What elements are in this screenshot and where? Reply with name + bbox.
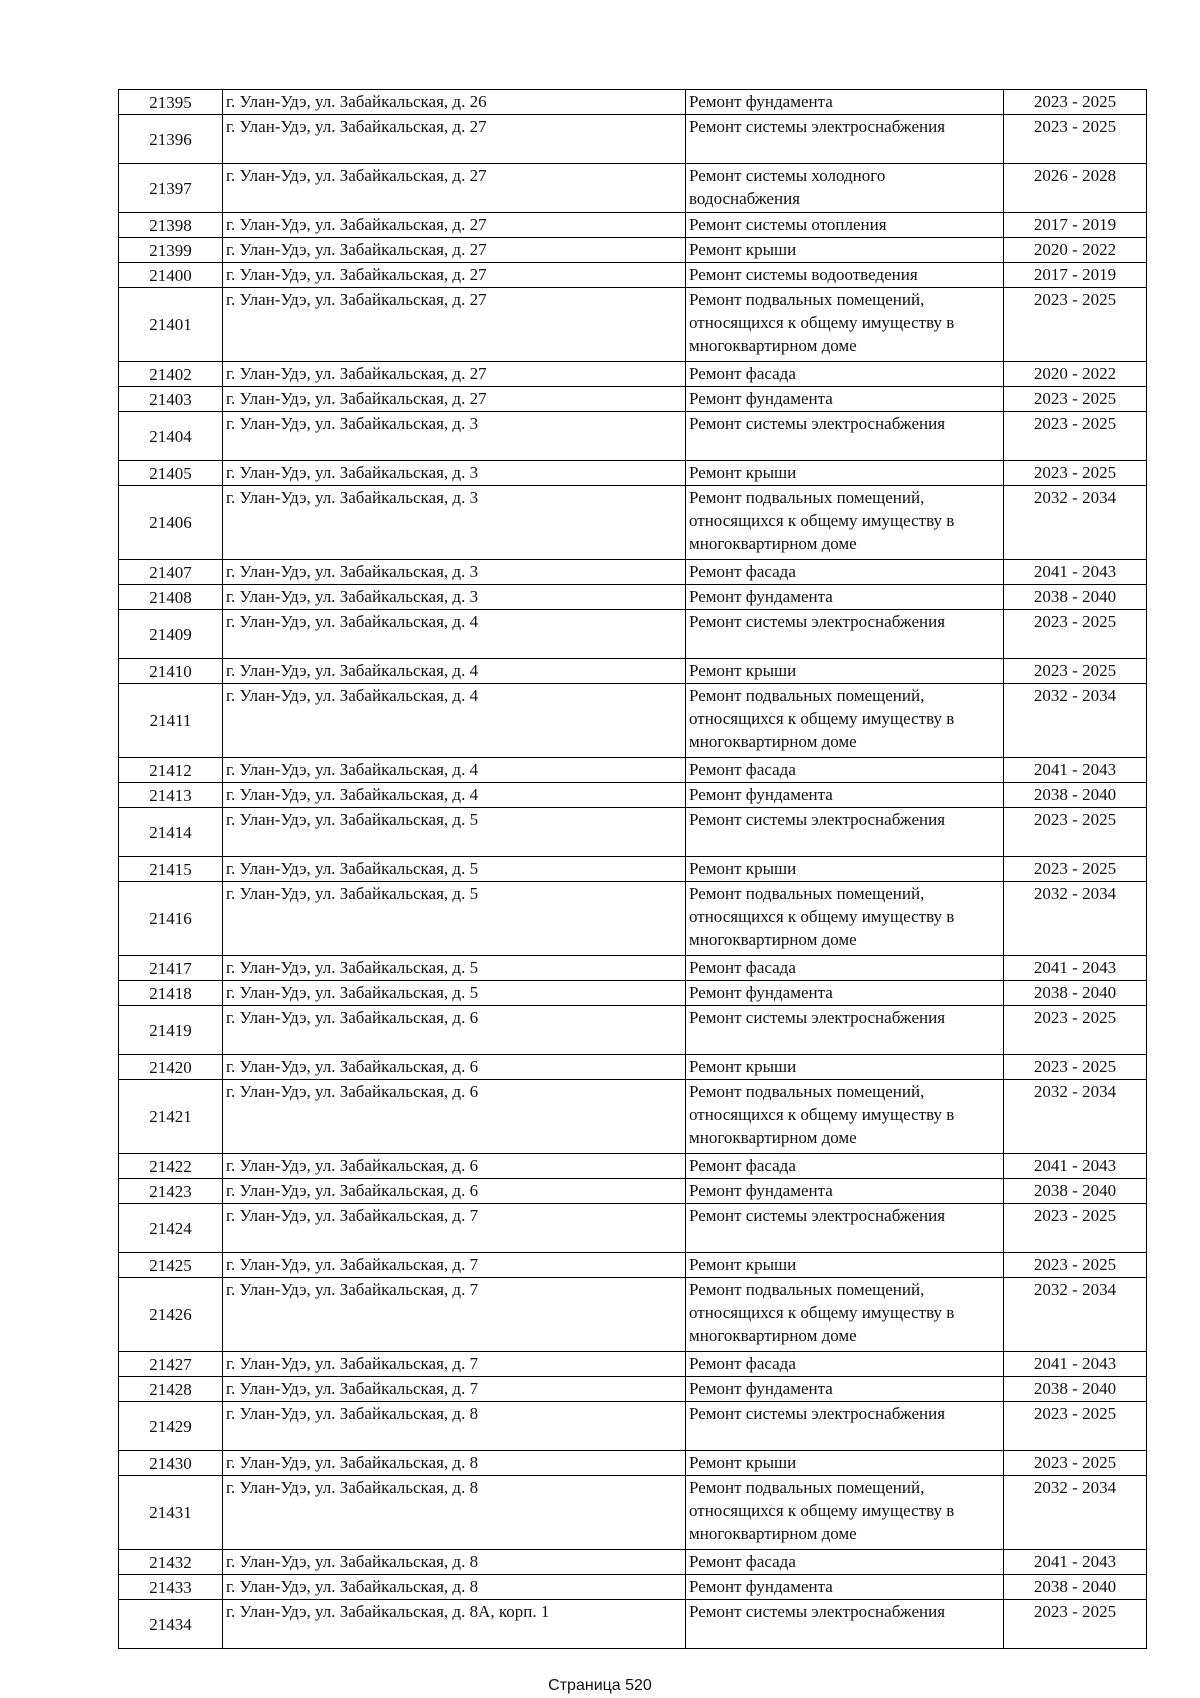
row-number: 21404 [119, 412, 223, 461]
row-number: 21406 [119, 486, 223, 560]
address-cell: г. Улан-Удэ, ул. Забайкальская, д. 27 [223, 164, 686, 213]
period-cell: 2038 - 2040 [1004, 1377, 1147, 1402]
period-cell: 2023 - 2025 [1004, 1006, 1147, 1055]
table-row [119, 1451, 1147, 1476]
table-row [119, 1476, 1147, 1550]
table-row [119, 1352, 1147, 1377]
table-row [119, 783, 1147, 808]
work-type-cell: Ремонт фасада [686, 1154, 1004, 1179]
row-number: 21420 [119, 1055, 223, 1080]
address-cell: г. Улан-Удэ, ул. Забайкальская, д. 5 [223, 956, 686, 981]
work-type-cell: Ремонт подвальных помещений, относящихся к общему имуществу в многоквартирном доме [686, 288, 1004, 362]
table-row [119, 1080, 1147, 1154]
address-cell: г. Улан-Удэ, ул. Забайкальская, д. 8 [223, 1476, 686, 1550]
row-number: 21405 [119, 461, 223, 486]
address-cell: г. Улан-Удэ, ул. Забайкальская, д. 8 [223, 1451, 686, 1476]
work-type-cell: Ремонт системы электроснабжения [686, 412, 1004, 461]
work-type-cell: Ремонт фундамента [686, 585, 1004, 610]
row-number: 21403 [119, 387, 223, 412]
table-row [119, 1377, 1147, 1402]
table-row [119, 213, 1147, 238]
address-cell: г. Улан-Удэ, ул. Забайкальская, д. 8А, корп. 1 [223, 1600, 686, 1649]
row-number: 21429 [119, 1402, 223, 1451]
work-type-cell: Ремонт фундамента [686, 1377, 1004, 1402]
period-cell: 2023 - 2025 [1004, 1253, 1147, 1278]
work-type-cell: Ремонт подвальных помещений, относящихся к общему имуществу в многоквартирном доме [686, 1080, 1004, 1154]
work-type-cell: Ремонт системы электроснабжения [686, 1600, 1004, 1649]
address-cell: г. Улан-Удэ, ул. Забайкальская, д. 6 [223, 1154, 686, 1179]
work-type-cell: Ремонт фундамента [686, 90, 1004, 115]
work-type-cell: Ремонт подвальных помещений, относящихся к общему имуществу в многоквартирном доме [686, 882, 1004, 956]
address-cell: г. Улан-Удэ, ул. Забайкальская, д. 3 [223, 461, 686, 486]
work-type-cell: Ремонт фасада [686, 956, 1004, 981]
table-row [119, 956, 1147, 981]
period-cell: 2041 - 2043 [1004, 1550, 1147, 1575]
work-type-cell: Ремонт подвальных помещений, относящихся к общему имуществу в многоквартирном доме [686, 684, 1004, 758]
work-type-cell: Ремонт подвальных помещений, относящихся к общему имуществу в многоквартирном доме [686, 486, 1004, 560]
period-cell: 2032 - 2034 [1004, 1278, 1147, 1352]
row-number: 21427 [119, 1352, 223, 1377]
address-cell: г. Улан-Удэ, ул. Забайкальская, д. 27 [223, 288, 686, 362]
address-cell: г. Улан-Удэ, ул. Забайкальская, д. 4 [223, 758, 686, 783]
address-cell: г. Улан-Удэ, ул. Забайкальская, д. 4 [223, 610, 686, 659]
period-cell: 2023 - 2025 [1004, 808, 1147, 857]
period-cell: 2023 - 2025 [1004, 1451, 1147, 1476]
address-cell: г. Улан-Удэ, ул. Забайкальская, д. 6 [223, 1179, 686, 1204]
row-number: 21396 [119, 115, 223, 164]
row-number: 21431 [119, 1476, 223, 1550]
period-cell: 2017 - 2019 [1004, 213, 1147, 238]
work-type-cell: Ремонт крыши [686, 659, 1004, 684]
table-row [119, 1550, 1147, 1575]
period-cell: 2023 - 2025 [1004, 1055, 1147, 1080]
row-number: 21398 [119, 213, 223, 238]
address-cell: г. Улан-Удэ, ул. Забайкальская, д. 8 [223, 1575, 686, 1600]
address-cell: г. Улан-Удэ, ул. Забайкальская, д. 7 [223, 1253, 686, 1278]
table-row [119, 1278, 1147, 1352]
table-row [119, 1204, 1147, 1253]
work-type-cell: Ремонт фасада [686, 758, 1004, 783]
address-cell: г. Улан-Удэ, ул. Забайкальская, д. 5 [223, 808, 686, 857]
row-number: 21433 [119, 1575, 223, 1600]
table-row [119, 981, 1147, 1006]
period-cell: 2041 - 2043 [1004, 560, 1147, 585]
row-number: 21402 [119, 362, 223, 387]
period-cell: 2041 - 2043 [1004, 758, 1147, 783]
row-number: 21397 [119, 164, 223, 213]
work-type-cell: Ремонт фасада [686, 1550, 1004, 1575]
period-cell: 2023 - 2025 [1004, 659, 1147, 684]
address-cell: г. Улан-Удэ, ул. Забайкальская, д. 27 [223, 362, 686, 387]
period-cell: 2041 - 2043 [1004, 1154, 1147, 1179]
address-cell: г. Улан-Удэ, ул. Забайкальская, д. 8 [223, 1402, 686, 1451]
table-row [119, 857, 1147, 882]
row-number: 21423 [119, 1179, 223, 1204]
period-cell: 2023 - 2025 [1004, 610, 1147, 659]
row-number: 21419 [119, 1006, 223, 1055]
period-cell: 2023 - 2025 [1004, 288, 1147, 362]
table-row [119, 659, 1147, 684]
repair-schedule-table [118, 89, 1147, 1649]
row-number: 21415 [119, 857, 223, 882]
work-type-cell: Ремонт подвальных помещений, относящихся к общему имуществу в многоквартирном доме [686, 1278, 1004, 1352]
table-body [119, 90, 1147, 1649]
period-cell: 2023 - 2025 [1004, 1402, 1147, 1451]
table-row [119, 585, 1147, 610]
work-type-cell: Ремонт системы электроснабжения [686, 808, 1004, 857]
row-number: 21416 [119, 882, 223, 956]
period-cell: 2038 - 2040 [1004, 1575, 1147, 1600]
table-row [119, 1600, 1147, 1649]
table-row [119, 758, 1147, 783]
address-cell: г. Улан-Удэ, ул. Забайкальская, д. 27 [223, 213, 686, 238]
period-cell: 2038 - 2040 [1004, 585, 1147, 610]
address-cell: г. Улан-Удэ, ул. Забайкальская, д. 7 [223, 1352, 686, 1377]
period-cell: 2023 - 2025 [1004, 90, 1147, 115]
work-type-cell: Ремонт подвальных помещений, относящихся к общему имуществу в многоквартирном доме [686, 1476, 1004, 1550]
page-number: Страница 520 [548, 1677, 652, 1694]
period-cell: 2023 - 2025 [1004, 412, 1147, 461]
address-cell: г. Улан-Удэ, ул. Забайкальская, д. 5 [223, 981, 686, 1006]
work-type-cell: Ремонт крыши [686, 238, 1004, 263]
work-type-cell: Ремонт системы электроснабжения [686, 1006, 1004, 1055]
address-cell: г. Улан-Удэ, ул. Забайкальская, д. 4 [223, 684, 686, 758]
table-row [119, 1055, 1147, 1080]
address-cell: г. Улан-Удэ, ул. Забайкальская, д. 3 [223, 486, 686, 560]
work-type-cell: Ремонт фундамента [686, 1575, 1004, 1600]
row-number: 21401 [119, 288, 223, 362]
address-cell: г. Улан-Удэ, ул. Забайкальская, д. 4 [223, 659, 686, 684]
table-row [119, 115, 1147, 164]
row-number: 21432 [119, 1550, 223, 1575]
row-number: 21417 [119, 956, 223, 981]
table-row [119, 387, 1147, 412]
table-row [119, 1179, 1147, 1204]
work-type-cell: Ремонт системы электроснабжения [686, 115, 1004, 164]
address-cell: г. Улан-Удэ, ул. Забайкальская, д. 27 [223, 115, 686, 164]
work-type-cell: Ремонт фундамента [686, 981, 1004, 1006]
address-cell: г. Улан-Удэ, ул. Забайкальская, д. 27 [223, 238, 686, 263]
row-number: 21430 [119, 1451, 223, 1476]
address-cell: г. Улан-Удэ, ул. Забайкальская, д. 3 [223, 585, 686, 610]
address-cell: г. Улан-Удэ, ул. Забайкальская, д. 7 [223, 1278, 686, 1352]
table-row [119, 412, 1147, 461]
row-number: 21421 [119, 1080, 223, 1154]
work-type-cell: Ремонт крыши [686, 857, 1004, 882]
address-cell: г. Улан-Удэ, ул. Забайкальская, д. 8 [223, 1550, 686, 1575]
table-row [119, 238, 1147, 263]
work-type-cell: Ремонт фундамента [686, 387, 1004, 412]
row-number: 21399 [119, 238, 223, 263]
row-number: 21409 [119, 610, 223, 659]
table-row [119, 288, 1147, 362]
table-row [119, 882, 1147, 956]
table-row [119, 486, 1147, 560]
period-cell: 2041 - 2043 [1004, 1352, 1147, 1377]
period-cell: 2032 - 2034 [1004, 486, 1147, 560]
work-type-cell: Ремонт системы водоотведения [686, 263, 1004, 288]
row-number: 21422 [119, 1154, 223, 1179]
address-cell: г. Улан-Удэ, ул. Забайкальская, д. 3 [223, 560, 686, 585]
address-cell: г. Улан-Удэ, ул. Забайкальская, д. 7 [223, 1204, 686, 1253]
row-number: 21412 [119, 758, 223, 783]
row-number: 21395 [119, 90, 223, 115]
work-type-cell: Ремонт фундамента [686, 1179, 1004, 1204]
row-number: 21426 [119, 1278, 223, 1352]
work-type-cell: Ремонт крыши [686, 1253, 1004, 1278]
table-row [119, 1575, 1147, 1600]
period-cell: 2032 - 2034 [1004, 1080, 1147, 1154]
period-cell: 2038 - 2040 [1004, 981, 1147, 1006]
period-cell: 2023 - 2025 [1004, 461, 1147, 486]
work-type-cell: Ремонт крыши [686, 1055, 1004, 1080]
work-type-cell: Ремонт фасада [686, 560, 1004, 585]
row-number: 21418 [119, 981, 223, 1006]
row-number: 21407 [119, 560, 223, 585]
row-number: 21428 [119, 1377, 223, 1402]
table-row [119, 263, 1147, 288]
table-row [119, 1402, 1147, 1451]
period-cell: 2032 - 2034 [1004, 882, 1147, 956]
table-row [119, 610, 1147, 659]
row-number: 21400 [119, 263, 223, 288]
address-cell: г. Улан-Удэ, ул. Забайкальская, д. 6 [223, 1080, 686, 1154]
address-cell: г. Улан-Удэ, ул. Забайкальская, д. 26 [223, 90, 686, 115]
work-type-cell: Ремонт системы электроснабжения [686, 610, 1004, 659]
table-row [119, 808, 1147, 857]
table-row [119, 90, 1147, 115]
period-cell: 2032 - 2034 [1004, 684, 1147, 758]
work-type-cell: Ремонт фундамента [686, 783, 1004, 808]
table-row [119, 164, 1147, 213]
period-cell: 2023 - 2025 [1004, 387, 1147, 412]
address-cell: г. Улан-Удэ, ул. Забайкальская, д. 6 [223, 1055, 686, 1080]
address-cell: г. Улан-Удэ, ул. Забайкальская, д. 7 [223, 1377, 686, 1402]
row-number: 21424 [119, 1204, 223, 1253]
work-type-cell: Ремонт крыши [686, 461, 1004, 486]
address-cell: г. Улан-Удэ, ул. Забайкальская, д. 3 [223, 412, 686, 461]
address-cell: г. Улан-Удэ, ул. Забайкальская, д. 5 [223, 857, 686, 882]
period-cell: 2020 - 2022 [1004, 362, 1147, 387]
address-cell: г. Улан-Удэ, ул. Забайкальская, д. 4 [223, 783, 686, 808]
row-number: 21410 [119, 659, 223, 684]
period-cell: 2038 - 2040 [1004, 783, 1147, 808]
address-cell: г. Улан-Удэ, ул. Забайкальская, д. 5 [223, 882, 686, 956]
table-row [119, 461, 1147, 486]
table-row [119, 560, 1147, 585]
work-type-cell: Ремонт системы электроснабжения [686, 1402, 1004, 1451]
address-cell: г. Улан-Удэ, ул. Забайкальская, д. 27 [223, 387, 686, 412]
row-number: 21408 [119, 585, 223, 610]
period-cell: 2041 - 2043 [1004, 956, 1147, 981]
period-cell: 2017 - 2019 [1004, 263, 1147, 288]
period-cell: 2023 - 2025 [1004, 857, 1147, 882]
table-row [119, 684, 1147, 758]
work-type-cell: Ремонт системы холодного водоснабжения [686, 164, 1004, 213]
row-number: 21425 [119, 1253, 223, 1278]
table-row [119, 362, 1147, 387]
period-cell: 2023 - 2025 [1004, 1204, 1147, 1253]
work-type-cell: Ремонт системы электроснабжения [686, 1204, 1004, 1253]
work-type-cell: Ремонт системы отопления [686, 213, 1004, 238]
row-number: 21413 [119, 783, 223, 808]
address-cell: г. Улан-Удэ, ул. Забайкальская, д. 27 [223, 263, 686, 288]
row-number: 21434 [119, 1600, 223, 1649]
table-row [119, 1253, 1147, 1278]
work-type-cell: Ремонт крыши [686, 1451, 1004, 1476]
row-number: 21411 [119, 684, 223, 758]
table-row [119, 1006, 1147, 1055]
period-cell: 2032 - 2034 [1004, 1476, 1147, 1550]
work-type-cell: Ремонт фасада [686, 1352, 1004, 1377]
period-cell: 2023 - 2025 [1004, 1600, 1147, 1649]
address-cell: г. Улан-Удэ, ул. Забайкальская, д. 6 [223, 1006, 686, 1055]
period-cell: 2038 - 2040 [1004, 1179, 1147, 1204]
row-number: 21414 [119, 808, 223, 857]
period-cell: 2020 - 2022 [1004, 238, 1147, 263]
period-cell: 2026 - 2028 [1004, 164, 1147, 213]
work-type-cell: Ремонт фасада [686, 362, 1004, 387]
period-cell: 2023 - 2025 [1004, 115, 1147, 164]
table-row [119, 1154, 1147, 1179]
